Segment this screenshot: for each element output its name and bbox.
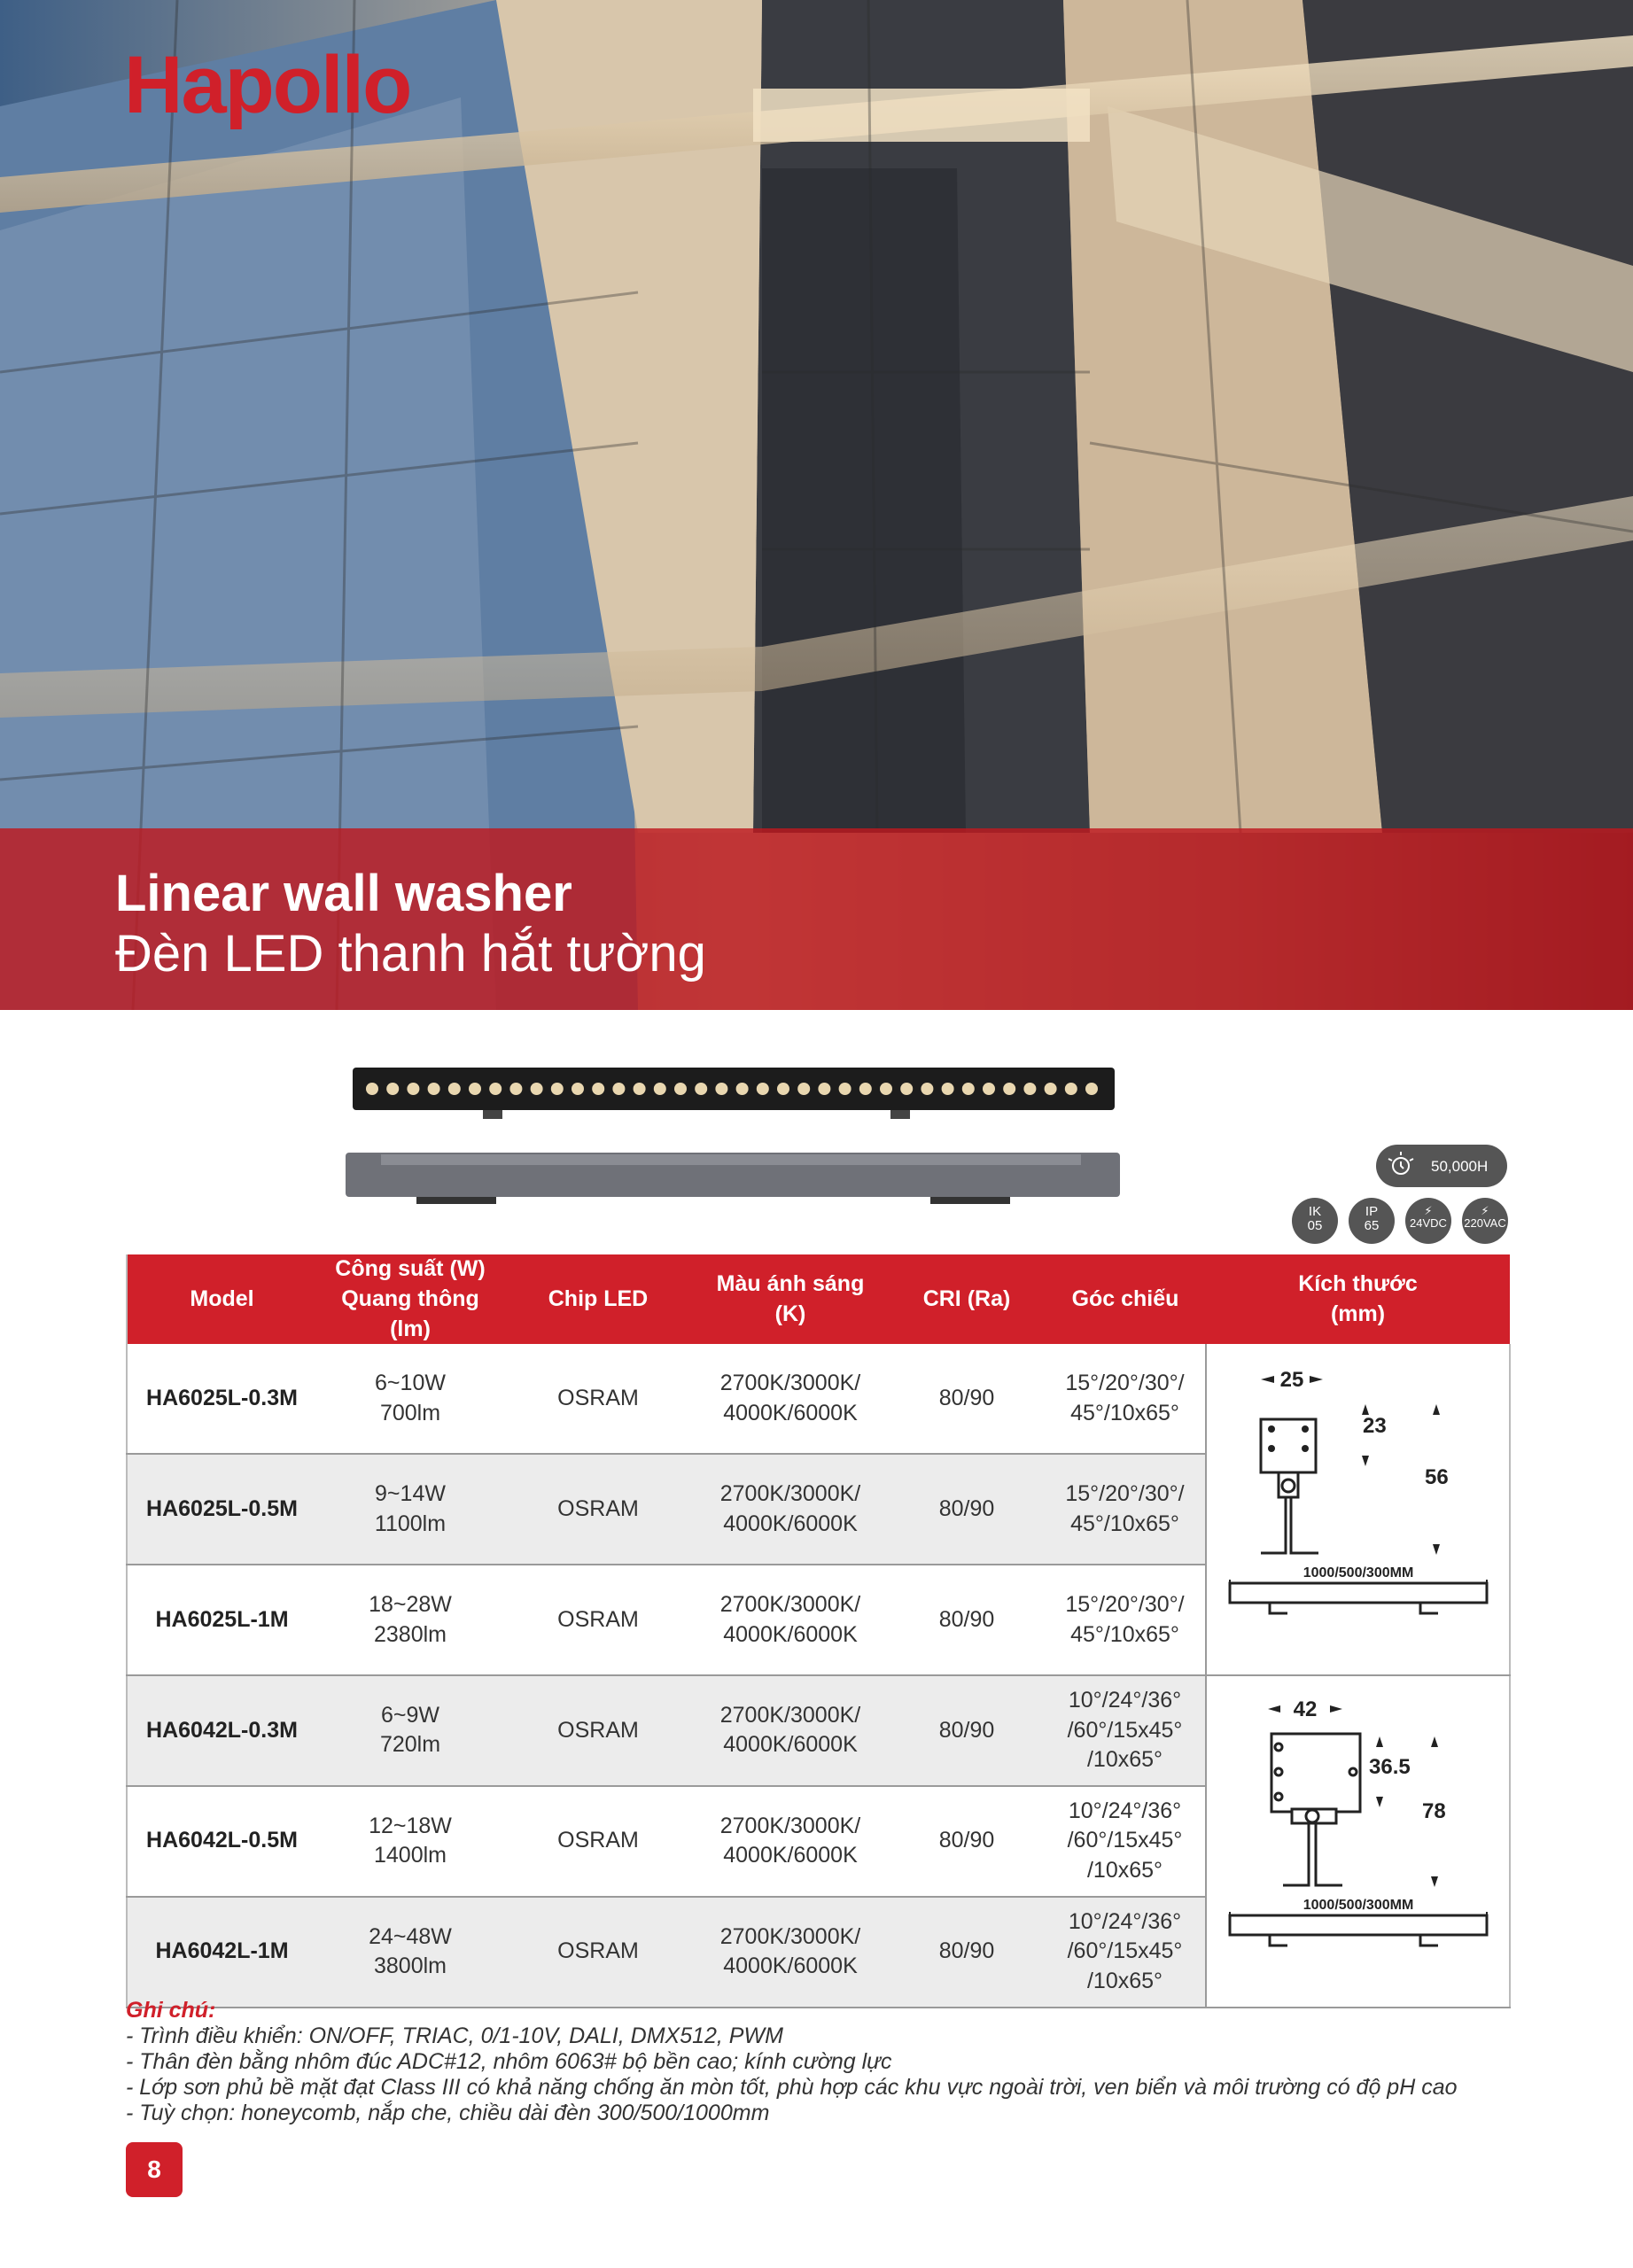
led-dot xyxy=(654,1083,666,1095)
led-bar-front xyxy=(353,1068,1115,1110)
led-dot xyxy=(489,1083,502,1095)
led-dot xyxy=(469,1083,481,1095)
led-dot xyxy=(962,1083,975,1095)
led-dot xyxy=(839,1083,851,1095)
led-dot xyxy=(921,1083,933,1095)
led-dot xyxy=(880,1083,892,1095)
led-dot xyxy=(1045,1083,1057,1095)
led-dot xyxy=(386,1083,399,1095)
lifetime-badge xyxy=(1376,1145,1507,1187)
note-line: - Lớp sơn phủ bề mặt đạt Class III có khả năng chống ăn mòn tốt, phù hợp các khu vực ngoài trời, ven biển và môi trường có độ pH cao xyxy=(126,2075,1458,2100)
led-dot xyxy=(942,1083,954,1095)
title-banner xyxy=(0,828,1633,1010)
lamp-hours-icon xyxy=(1385,1150,1417,1182)
spec-table xyxy=(126,1254,1511,2008)
ik-rating-badge: IK 05 xyxy=(1292,1198,1338,1244)
led-dot xyxy=(983,1083,995,1095)
led-dot xyxy=(797,1083,810,1095)
led-dot xyxy=(736,1083,749,1095)
note-line: - Tuỳ chọn: honeycomb, nắp che, chiều dài đèn 300/500/1000mm xyxy=(126,2101,770,2125)
notes-section xyxy=(126,1998,1544,2126)
led-dot xyxy=(1003,1083,1015,1095)
led-dot xyxy=(757,1083,769,1095)
table-row: HA6042L-0.3M 6~9W 720lm OSRAM 2700K/3000K/ 4000K/6000K 80/90 10°/24°/36° /60°/15x45° /10x65° 42 36.5 78 1000/500/300MM xyxy=(127,1675,1510,1786)
led-dot xyxy=(592,1083,604,1095)
ip-rating-badge: IP 65 xyxy=(1349,1198,1395,1244)
header-color: Màu ánh sáng (K) xyxy=(692,1254,889,1344)
dimension-drawing-6025 xyxy=(1206,1344,1510,1675)
led-dot xyxy=(612,1083,625,1095)
led-dot xyxy=(674,1083,687,1095)
led-dot xyxy=(715,1083,727,1095)
led-dot xyxy=(428,1083,440,1095)
table-header xyxy=(127,1254,1510,1344)
title-english: Linear wall washer xyxy=(115,865,572,922)
led-dot xyxy=(900,1083,913,1095)
notes-title: Ghi chú: xyxy=(126,1998,216,2023)
header-power: Công suất (W) Quang thông (lm) xyxy=(316,1254,504,1344)
led-dot xyxy=(366,1083,378,1095)
led-dot xyxy=(551,1083,564,1095)
table-row: HA6042L-0.5M 12~18W 1400lm OSRAM 2700K/3000K/ 4000K/6000K 80/90 10°/24°/36° /60°/15x45° /10x65° xyxy=(127,1786,1510,1897)
table-row: HA6042L-1M 24~48W 3800lm OSRAM 2700K/3000K/ 4000K/6000K 80/90 10°/24°/36° /60°/15x45° /10x65° xyxy=(127,1897,1510,2008)
led-dot xyxy=(509,1083,522,1095)
svg-text:1000/500/300MM: 1000/500/300MM xyxy=(1303,1565,1414,1581)
dc-voltage-badge: ⚡ 24VDC xyxy=(1405,1198,1451,1244)
led-dot xyxy=(572,1083,584,1095)
header-model: Model xyxy=(127,1254,316,1344)
table-row: HA6025L-0.3M 6~10W 700lm OSRAM 2700K/3000K/ 4000K/6000K 80/90 15°/20°/30°/ 45°/10x65° 25 23 56 1000/500/300MM xyxy=(127,1344,1510,1454)
note-line: - Thân đèn bằng nhôm đúc ADC#12, nhôm 6063# bộ bền cao; kính cường lực xyxy=(126,2049,892,2074)
led-dot xyxy=(1065,1083,1077,1095)
table-row: HA6025L-0.5M 9~14W 1100lm OSRAM 2700K/3000K/ 4000K/6000K 80/90 15°/20°/30°/ 45°/10x65° xyxy=(127,1454,1510,1565)
table-row: HA6025L-1M 18~28W 2380lm OSRAM 2700K/3000K/ 4000K/6000K 80/90 15°/20°/30°/ 45°/10x65° xyxy=(127,1565,1510,1675)
svg-text:23: 23 xyxy=(1363,1414,1387,1439)
title-vietnamese: Đèn LED thanh hắt tường xyxy=(115,925,706,983)
svg-text:25: 25 xyxy=(1279,1368,1304,1393)
svg-text:36.5: 36.5 xyxy=(1369,1755,1411,1779)
svg-text:1000/500/300MM: 1000/500/300MM xyxy=(1303,1898,1414,1913)
header-size: Kích thước (mm) xyxy=(1206,1254,1510,1344)
lifetime-value: 50,000H xyxy=(1431,1158,1489,1175)
led-dot xyxy=(634,1083,646,1095)
hero-photo xyxy=(0,0,1633,1010)
header-beam: Góc chiếu xyxy=(1045,1254,1206,1344)
brand-logo: Hapollo xyxy=(124,40,411,130)
led-dot xyxy=(1023,1083,1036,1095)
led-dot xyxy=(1085,1083,1098,1095)
lightning-icon: ⚡ xyxy=(1481,1204,1489,1217)
header-cri: CRI (Ra) xyxy=(889,1254,1045,1344)
led-dot xyxy=(531,1083,543,1095)
dimension-drawing-6042 xyxy=(1206,1675,1510,2008)
led-dot xyxy=(818,1083,830,1095)
led-dot xyxy=(407,1083,419,1095)
note-line: - Trình điều khiển: ON/OFF, TRIAC, 0/1-10V, DALI, DMX512, PWM xyxy=(126,2023,783,2048)
svg-text:42: 42 xyxy=(1293,1697,1318,1721)
led-dot xyxy=(695,1083,707,1095)
product-image xyxy=(346,1068,1125,1209)
svg-text:56: 56 xyxy=(1425,1465,1449,1490)
header-chip: Chip LED xyxy=(504,1254,692,1344)
ac-voltage-badge: ⚡ 220VAC xyxy=(1462,1198,1508,1244)
led-dot xyxy=(777,1083,789,1095)
page-number: 8 xyxy=(126,2142,183,2197)
svg-text:78: 78 xyxy=(1422,1799,1446,1823)
led-dot xyxy=(448,1083,461,1095)
lightning-icon: ⚡ xyxy=(1424,1204,1433,1217)
led-dot xyxy=(859,1083,872,1095)
